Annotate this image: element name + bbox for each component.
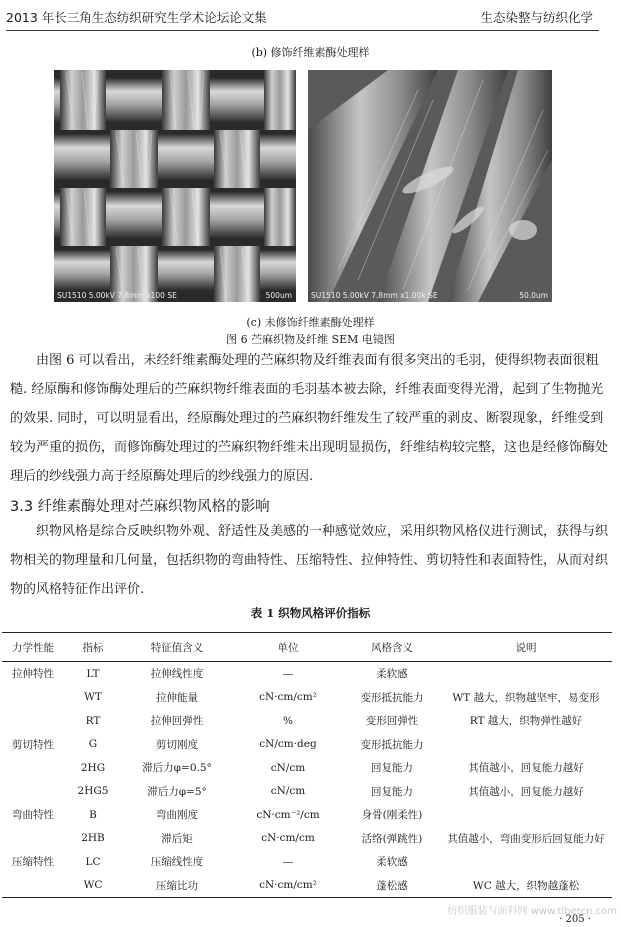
table-cell: 压缩线性度 xyxy=(150,856,204,869)
paragraph2-line: 织物风格是综合反映织物外观、舒适性及美感的一种感觉效应，采用织物风格仪进行测试，获得与织 xyxy=(36,524,609,539)
table-cell: 剪切特性 xyxy=(12,738,54,751)
paragraph2-line: 物的风格特征作出评价. xyxy=(10,582,145,597)
header-journal-title: 2013 年长三角生态纺织研究生学术论坛论文集 xyxy=(6,10,267,25)
table-cell xyxy=(440,803,612,827)
table-header-row xyxy=(2,633,612,662)
table-row xyxy=(2,874,612,898)
table-row xyxy=(2,850,612,874)
table-cell: 滞后力φ=5° xyxy=(147,785,207,798)
table-cell xyxy=(440,733,612,757)
table-cell: 拉伸能量 xyxy=(156,691,198,704)
table-cell: WT xyxy=(84,691,102,704)
table-row xyxy=(2,780,612,804)
table-cell: 2HG xyxy=(80,761,106,774)
table-cell: 压缩比功 xyxy=(122,874,232,898)
table-caption: 表 1 织物风格评价指标 xyxy=(250,606,371,620)
subfigure-b-label: (b) 修饰纤维素酶处理样 xyxy=(251,46,370,59)
paragraph1-line: 较为严重的损伤，而修饰酶处理过的苎麻织物纤维未出现明显损伤，纤维结构较完整，这也是经修饰酶处 xyxy=(10,440,609,455)
paragraph-fabric-style xyxy=(10,517,609,604)
table-cell: 拉伸线性度 xyxy=(150,668,204,681)
table-row xyxy=(2,733,612,757)
sem-image-fabric xyxy=(54,70,296,302)
table-row xyxy=(2,709,612,733)
header-section-name: 生态染整与纺织化学 xyxy=(480,10,593,25)
table-cell: 弯曲特性 xyxy=(12,809,54,822)
header-rule xyxy=(6,30,599,31)
table-cell: cN/cm xyxy=(270,785,306,798)
table-cell: 柔软感 xyxy=(376,668,408,681)
paragraph-sem-analysis xyxy=(10,346,609,491)
table-cell: 压缩特性 xyxy=(12,856,54,869)
table-cell xyxy=(2,756,64,780)
paragraph2-line: 物相关的物理量和几何量，包括织物的弯曲特性、压缩特性、拉伸特性、剪切特性和表面特性，从而对织 xyxy=(10,553,609,568)
table-cell: cN·cm/cm² xyxy=(232,874,344,898)
table-cell xyxy=(2,874,64,898)
sem-right-scale: 50.0um xyxy=(519,291,548,300)
table-cell xyxy=(2,780,64,804)
table-header-cell: 风格含义 xyxy=(344,633,440,662)
table-cell: 剪切刚度 xyxy=(156,738,198,751)
table-cell: 变形抵抗能力 xyxy=(360,738,424,751)
fabric-style-table xyxy=(2,632,612,898)
table-cell: cN/cm xyxy=(270,761,306,774)
table-cell: 滞后矩 xyxy=(161,832,193,845)
table-row xyxy=(2,756,612,780)
table-cell: 蓬松感 xyxy=(344,874,440,898)
table-cell: RT xyxy=(85,714,101,727)
paragraph1-line: 由图 6 可以看出，未经纤维素酶处理的苎麻织物及纤维表面有很多突出的毛羽，使得织物表面很粗 xyxy=(36,353,599,368)
table-cell: 2HG5 xyxy=(77,785,109,798)
page-number: · 205 · xyxy=(559,914,591,925)
table-cell: — xyxy=(282,667,294,680)
table-header-cell: 单位 xyxy=(232,633,344,662)
table-cell: cN·cm/cm xyxy=(261,832,315,845)
table-cell: 身骨(刚柔性) xyxy=(361,809,423,822)
watermark: 纺织服装与面料网 www.tlbercn.com xyxy=(447,906,617,917)
table-cell: B xyxy=(89,808,97,821)
table-row xyxy=(2,827,612,851)
table-cell: cN·cm/cm² xyxy=(259,691,317,704)
table-cell: RT 越大，织物弹性越好 xyxy=(469,715,583,728)
table-cell: 拉伸回弹性 xyxy=(150,715,204,728)
table-cell: 其值越小，回复能力越好 xyxy=(468,762,584,775)
table-cell: 其值越小，回复能力越好 xyxy=(468,785,584,798)
sem-right-instrument-info: SU1510 5.00kV 7.8mm x1.00k SE xyxy=(311,291,438,300)
paragraph1-line: 理后的纱线强力高于经原酶处理后的纱线强力的原因. xyxy=(10,469,314,484)
sem-left-instrument-info: SU1510 5.00kV 7.8mm x100 SE xyxy=(57,291,177,300)
paragraph1-line: 糙. 经原酶和修饰酶处理后的苎麻织物纤维表面的毛羽基本被去除，纤维表面变得光滑，起到了生物抛光 xyxy=(10,382,604,397)
table-header-cell: 说明 xyxy=(440,633,612,662)
table-cell: 拉伸特性 xyxy=(12,668,54,681)
table-cell xyxy=(2,827,64,851)
table-cell: LT xyxy=(86,667,100,680)
table-cell: WC 越大，织物越蓬松 xyxy=(440,874,612,898)
sem-left-scale: 500um xyxy=(265,291,292,300)
table-cell: 回复能力 xyxy=(371,762,413,775)
table-cell: — xyxy=(282,855,294,868)
table-cell: 回复能力 xyxy=(371,785,413,798)
table-header-cell: 特征值含义 xyxy=(122,633,232,662)
subfigure-c-label: (c) 未修饰纤维素酶处理样 xyxy=(246,316,375,329)
table-cell: 其值越小，弯曲变形后回复能力好 xyxy=(447,832,605,845)
sem-image-fiber xyxy=(308,70,552,302)
table-cell: 变形回弹性 xyxy=(365,715,419,728)
table-row xyxy=(2,686,612,710)
table-cell: cN/cm·deg xyxy=(259,738,317,751)
figure-caption: 图 6 苎麻织物及纤维 SEM 电镜图 xyxy=(226,333,395,346)
table-row xyxy=(2,803,612,827)
table-cell xyxy=(440,662,612,686)
table-cell: 变形抵抗能力 xyxy=(360,691,424,704)
table-cell: 活络(弹跳性) xyxy=(361,832,423,845)
table-cell xyxy=(2,709,64,733)
table-cell: LC xyxy=(85,855,101,868)
table-cell xyxy=(2,686,64,710)
table-cell: 弯曲刚度 xyxy=(156,809,198,822)
table-cell: % xyxy=(283,714,293,727)
table-cell: 滞后力φ=0.5° xyxy=(142,762,212,775)
table-cell: 柔软感 xyxy=(376,856,408,869)
paragraph1-line: 的效果. 同时，可以明显看出，经原酶处理过的苎麻织物纤维发生了较严重的剥皮、断裂现象，纤维受到 xyxy=(10,411,604,426)
table-cell: cN·cm⁻²/cm xyxy=(256,808,320,821)
table-header-cell: 指标 xyxy=(64,633,122,662)
section-heading: 3.3 纤维素酶处理对苎麻织物风格的影响 xyxy=(10,499,270,515)
table-cell: WT 越大，织物越坚牢，易变形 xyxy=(452,691,600,704)
table-cell: WC xyxy=(64,874,122,898)
table-cell xyxy=(440,850,612,874)
table-header-cell: 力学性能 xyxy=(2,633,64,662)
table-row xyxy=(2,662,612,686)
table-cell: G xyxy=(88,738,98,751)
table-cell: 2HB xyxy=(81,832,105,845)
